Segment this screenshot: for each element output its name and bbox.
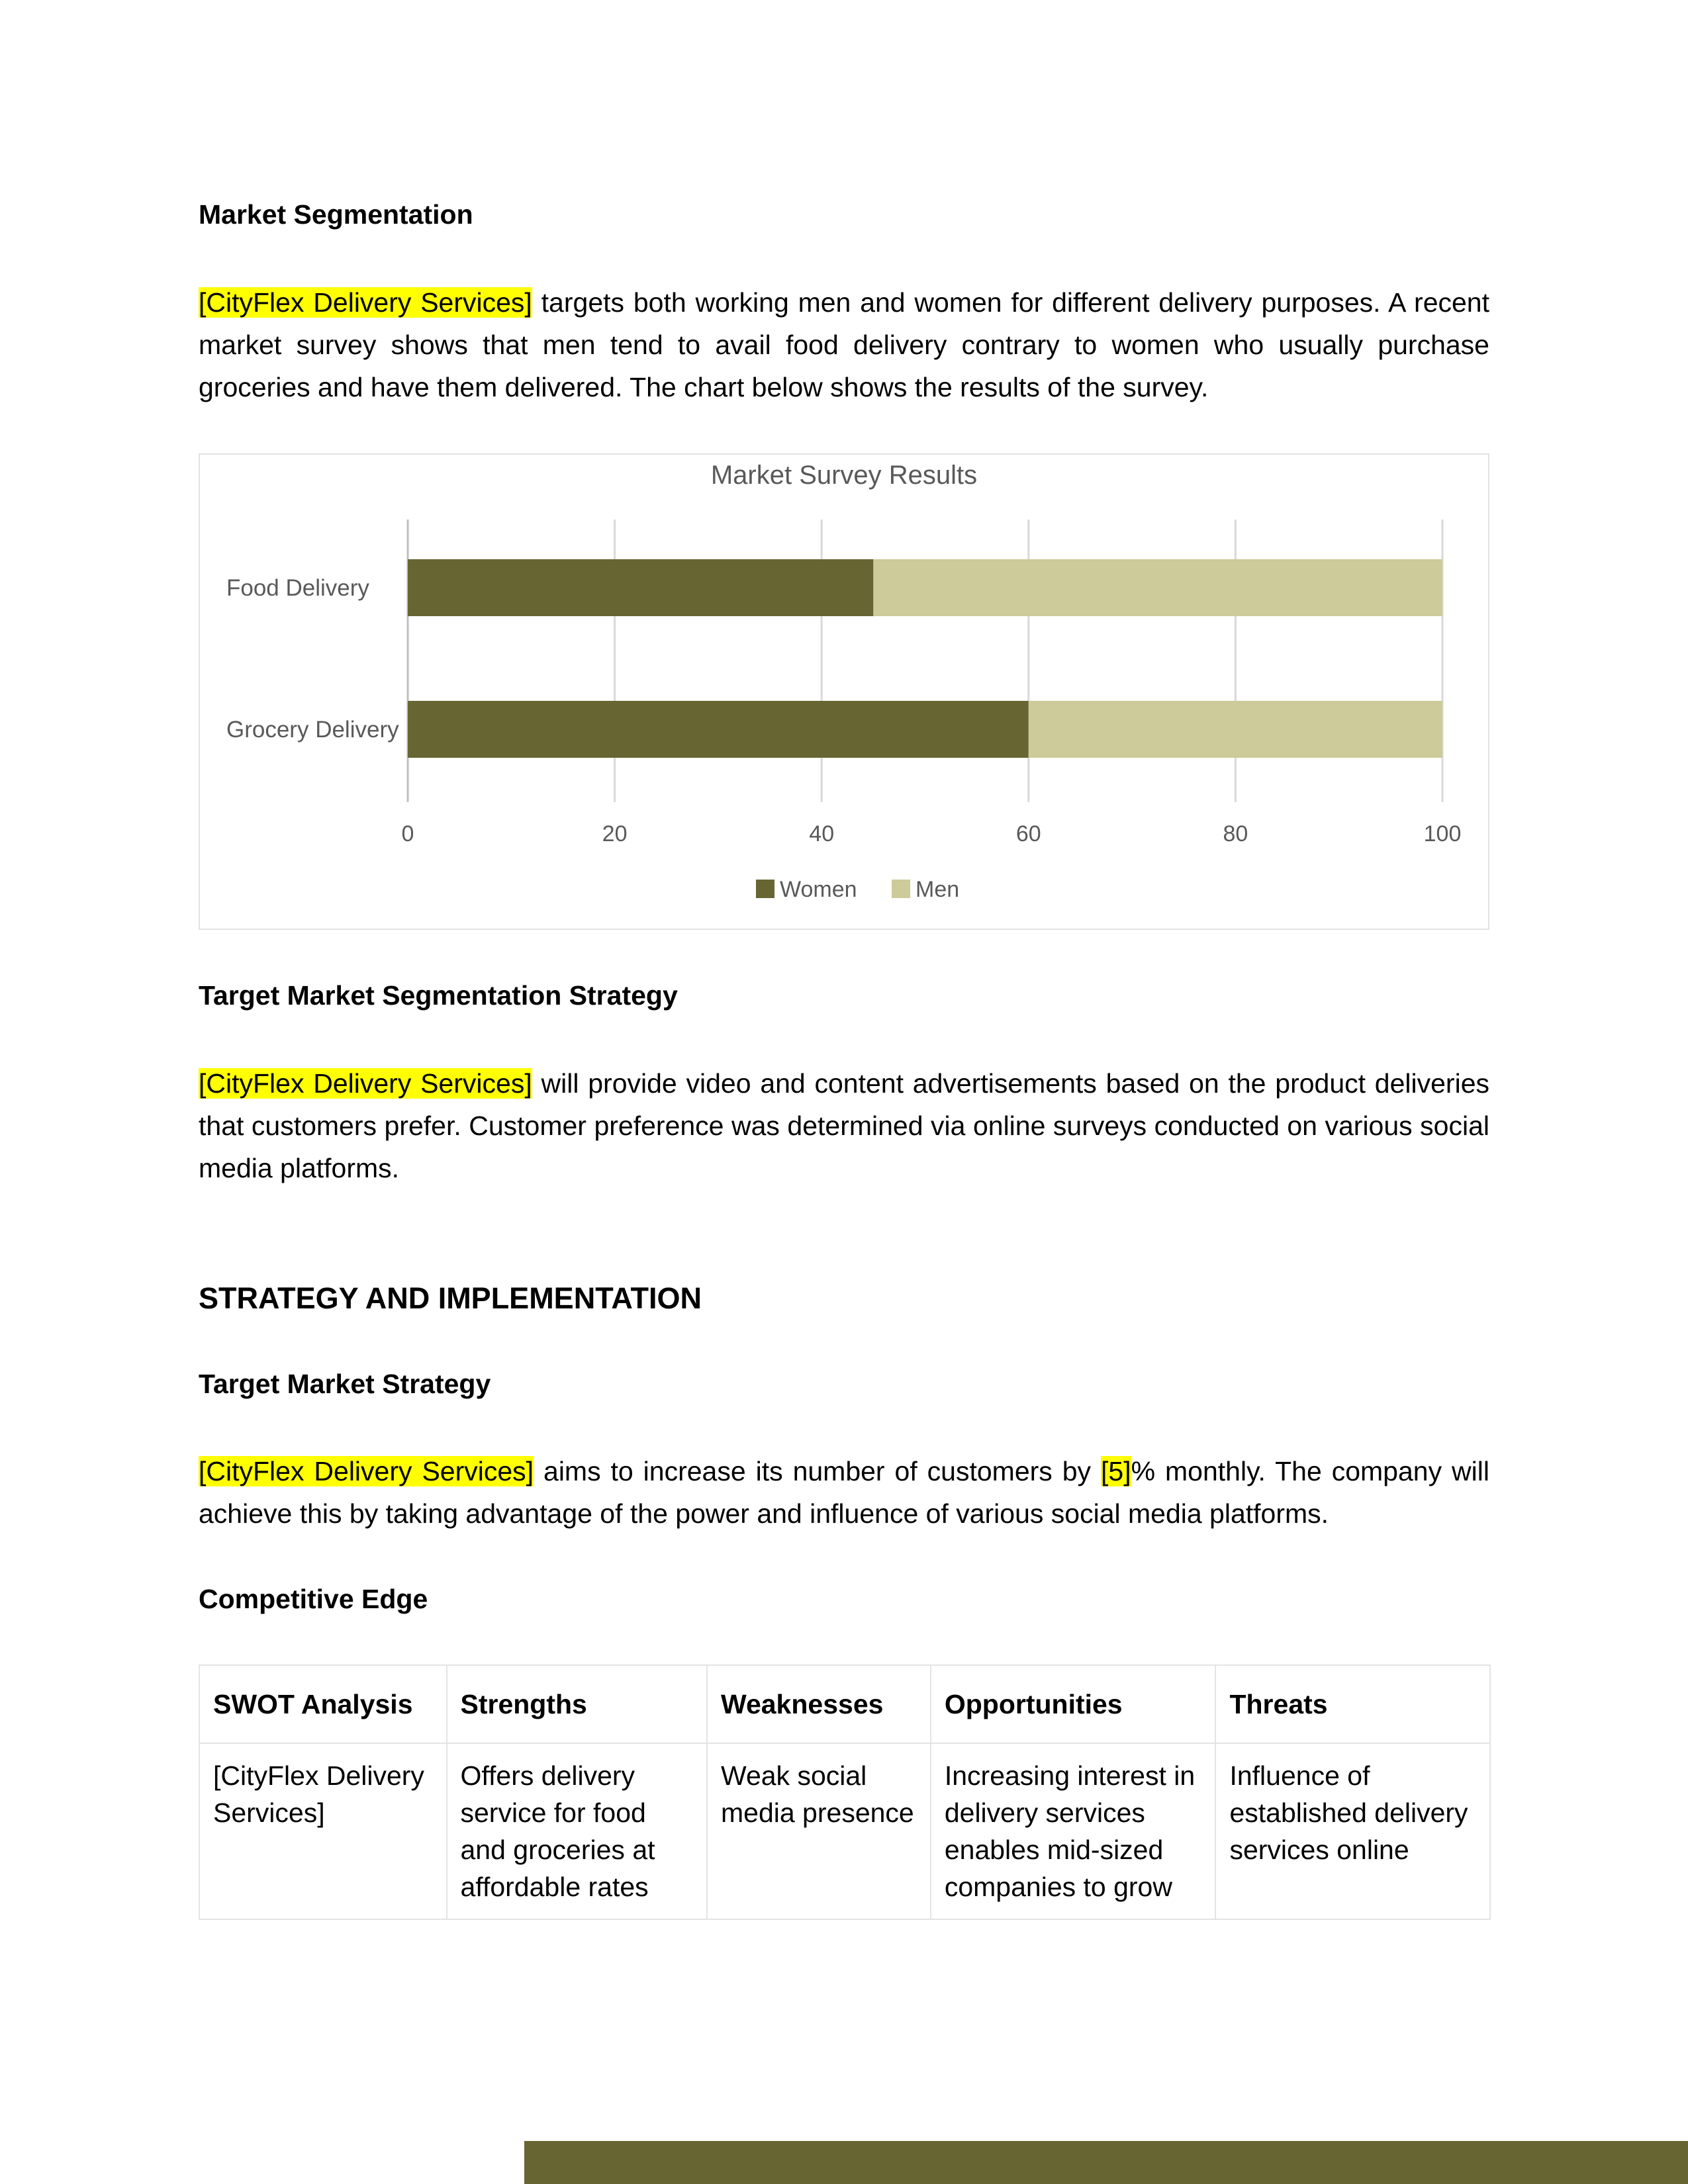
footer-accent-bar xyxy=(524,2141,1688,2184)
company-name-placeholder: [CityFlex Delivery Services] xyxy=(199,1456,534,1486)
company-name-placeholder: [CityFlex Delivery Services] xyxy=(199,1068,532,1099)
table-header-cell: Opportunities xyxy=(931,1665,1216,1743)
legend-label: Men xyxy=(915,877,960,902)
table-header-row xyxy=(199,1665,1490,1743)
paragraph-text: targets both working men and women for different delivery purposes. A recent market survey shows that men tend to avail food delivery contrary to women who usually purchase groceries and have them delivered. The chart below shows the results of the survey. xyxy=(199,287,1489,402)
table-cell: [CityFlex Delivery Services] xyxy=(199,1743,447,1919)
market-survey-chart xyxy=(199,453,1489,930)
table-header-cell: Threats xyxy=(1215,1665,1490,1743)
x-tick-label: 40 xyxy=(809,821,835,846)
x-tick-label: 60 xyxy=(1015,821,1041,846)
target-market-strategy-paragraph xyxy=(199,1450,1489,1535)
category-label: Food Delivery xyxy=(226,575,369,601)
table-cell: Offers delivery service for food and groceries at affordable rates xyxy=(447,1743,708,1919)
target-market-strategy-section xyxy=(199,1368,1489,1400)
legend-label: Women xyxy=(780,877,857,902)
swot-table xyxy=(199,1664,1491,1920)
market-segmentation-paragraph xyxy=(199,281,1489,408)
x-tick-label: 0 xyxy=(401,821,414,846)
x-tick-label: 20 xyxy=(602,821,628,846)
market-segmentation-heading: Market Segmentation xyxy=(199,199,473,230)
target-segmentation-paragraph xyxy=(199,1062,1489,1189)
x-tick-label: 100 xyxy=(1423,821,1462,846)
category-label: Grocery Delivery xyxy=(226,717,399,743)
strategy-implementation-heading: STRATEGY AND IMPLEMENTATION xyxy=(199,1281,702,1315)
company-name-placeholder: [CityFlex Delivery Services] xyxy=(199,287,532,318)
strategy-implementation-section xyxy=(199,1281,1489,1316)
target-segmentation-section xyxy=(199,979,1489,1012)
paragraph-text: will provide video and content advertisements based on the product deliveries that customers prefer. Customer preference was determined via online surveys conducted on various social media platforms. xyxy=(199,1068,1489,1183)
competitive-edge-heading: Competitive Edge xyxy=(199,1584,428,1614)
paragraph-text: aims to increase its number of customers by xyxy=(534,1456,1101,1486)
table-row xyxy=(199,1743,1490,1919)
bar-men xyxy=(873,559,1442,616)
table-cell: Increasing interest in delivery services enables mid-sized companies to grow xyxy=(931,1743,1216,1919)
legend-swatch xyxy=(892,880,910,898)
bar-men xyxy=(1029,701,1442,758)
x-tick-label: 80 xyxy=(1223,821,1248,846)
table-header-cell: Strengths xyxy=(447,1665,708,1743)
target-market-strategy-heading: Target Market Strategy xyxy=(199,1369,491,1399)
table-cell: Weak social media presence xyxy=(707,1743,931,1919)
table-header-cell: SWOT Analysis xyxy=(199,1665,447,1743)
chart-title: Market Survey Results xyxy=(710,461,978,490)
bar-women xyxy=(408,701,1029,758)
competitive-edge-section xyxy=(199,1583,1489,1615)
percentage-placeholder: [5] xyxy=(1101,1456,1131,1486)
legend-swatch xyxy=(756,880,774,898)
bar-women xyxy=(408,559,873,616)
market-segmentation-section xyxy=(199,199,1489,231)
paragraph-text: % monthly. The company will achieve this by taking advantage of the power and influence of various social media platforms. xyxy=(199,1456,1489,1529)
table-header-cell: Weaknesses xyxy=(707,1665,931,1743)
table-cell: Influence of established delivery services online xyxy=(1215,1743,1490,1919)
target-segmentation-heading: Target Market Segmentation Strategy xyxy=(199,980,678,1011)
chart-svg xyxy=(200,455,1488,929)
